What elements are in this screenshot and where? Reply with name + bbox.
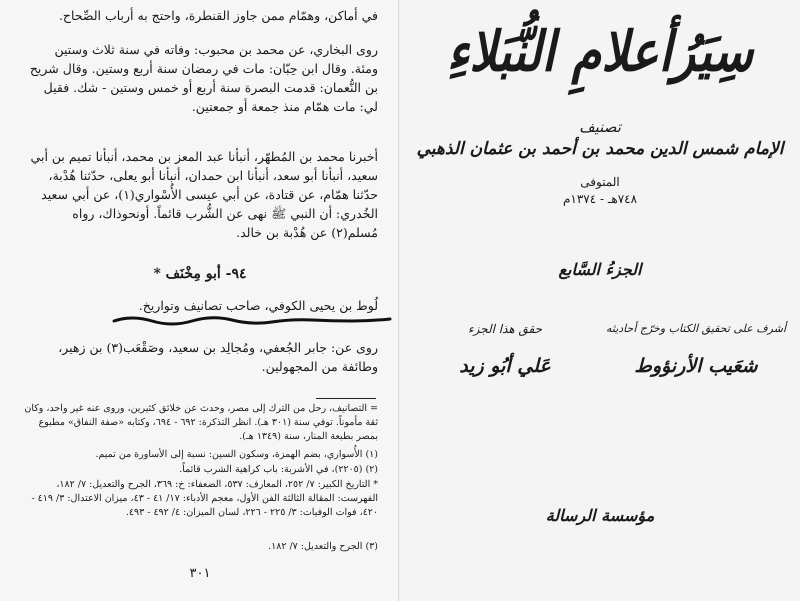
paragraph-narrators: روى عن: جابر الجُعفي، ومُجالِد بن سعيد، وصَقْعَب(٣) بن زهير، وطائفة من المجهولين. <box>58 340 378 374</box>
death-dates: ٧٤٨هـ - ١٣٧٤م <box>562 192 638 206</box>
handwritten-underline <box>112 313 392 327</box>
footnote-2: (٢) (٢٢٠٥)، في الأشربة: باب كراهية الشرب قائماً. <box>179 464 378 475</box>
footnote-continued: = التصانيف، رحل من الترك إلى مصر، وحدث عن خلائق كثيرين، وروى عنه غير واحد، وكان ثقة مأموناً. توفي سنة (٣٠١ هـ). انظر التذكرة: ٦٩٢ - ٦٩٤، وكتابه «صفة النفاق» مطبوع بمصر بطبعة المنار، سنة (١٣٤٩ هـ). <box>24 403 378 442</box>
entry-heading: ٩٤- أبو مِخْنَف * <box>153 266 247 282</box>
died-label: المتوفى <box>580 175 620 189</box>
footnote-separator <box>316 398 376 399</box>
footnote-sources: * التاريخ الكبير: ٧/ ٢٥٢، المعارف: ٥٣٧، الضعفاء: خ: ٣٦٩، الجرح والتعديل: ٧/ ١٨٢، الفهرست: المقالة الثالثة الفن الأول، معجم الأدباء: ١٧/ ٤١ - ٤٣، ميزان الاعتدال: ٣/ ٤١٩ - ٤٢٠، فوات الوفيات: ٣/ ٢٢٥ - ٢٢٦، لسان الميزان: ٤/ ٤٩٢ - ٤٩٣. <box>31 479 378 518</box>
supervisor-name: شعَيب الأرنؤوط <box>634 355 758 377</box>
page-number: ٣٠١ <box>189 566 211 581</box>
footnote-3: (٣) الجرح والتعديل: ٧/ ١٨٢. <box>268 541 378 552</box>
compiled-label: تصنيف <box>579 118 621 136</box>
footnote-1: (١) الأُسواري، بضم الهمزة، وسكون السين: نسبة إلى الأساورة من تميم. <box>95 449 378 460</box>
right-page <box>400 0 800 601</box>
paragraph-entry-name: لُوط بن يحيى الكوفي، صاحب تصانيف وتواريخ. <box>138 298 378 313</box>
editor-label: حقق هذا الجزء <box>467 322 543 336</box>
editor-name: عَلي أبُو زيد <box>459 355 551 377</box>
publisher-name: مؤسسة الرسالة <box>545 506 655 525</box>
author-name: الإمام شمس الدين محمد بن أحمد بن عثمان الذهبي <box>416 139 784 159</box>
supervisor-label: أشرف على تحقيق الكتاب وخرّج أحاديثه <box>606 322 786 335</box>
volume-label: الجزءُ السَّابع <box>558 260 642 279</box>
book-title: سِيَرُأعلامِ النُّبَلاءِ <box>446 19 754 85</box>
paragraph-top: في أماكن، وهمّام ممن جاوز القنطرة، واحتج به أرباب الصِّحاح. <box>58 8 378 23</box>
paragraph-death-report: روى البخاري، عن محمد بن محبوب: وفاته في سنة ثلاث وستين ومئة. وقال ابن حِبّان: مات في رمضان سنة أربع وستين. وقال شريح بن النُّعمان: قدمت البصرة سنة أربع أو خمس وستين - شك. فقيل لي: مات همّام منذ جمعة أو جمعتين. <box>29 42 378 114</box>
paragraph-hadith-chain: أخبرنا محمد بن المُطهّر، أنبأنا عبد المعز بن محمد، أنبأنا تميم بن أبي سعيد، أنبأنا أبو سعد، أنبأنا ابن حمدان، أنبأنا أبو يعلى، حدّثنا هُدْبة، حدّثنا همّام، عن قتادة، عن أبي عيسى الأُسْواري(١)، عن أبي سعيد الخُدري: أن النبي ﷺ نهى عن الشُّرب قائماً. أونحوذاك، رواه مُسلم(٢) عن هُدْبة بن خالد. <box>30 149 378 240</box>
